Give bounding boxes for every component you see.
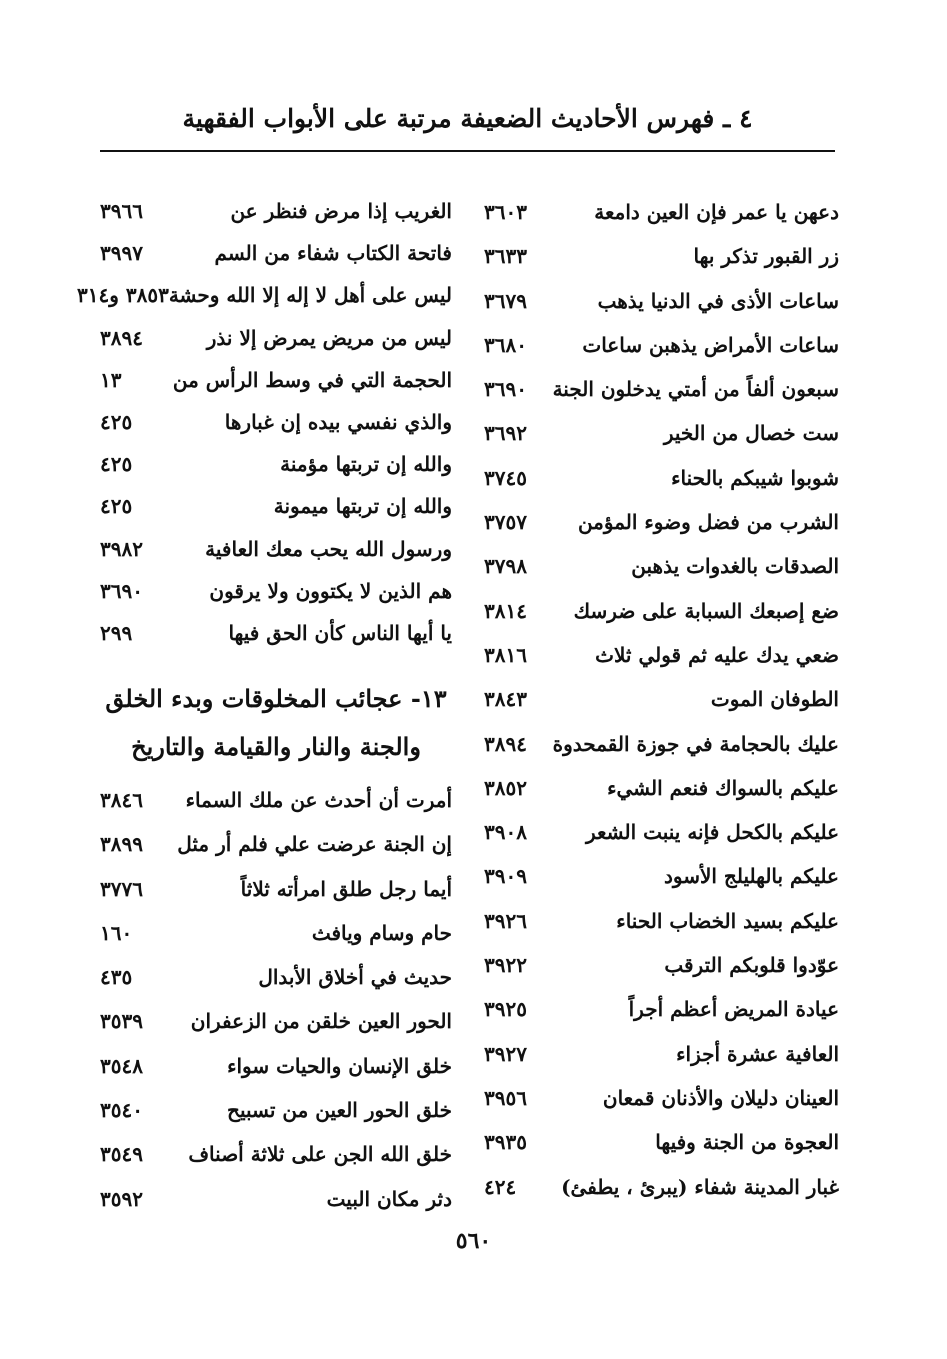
index-entry-number: ٣٨٩٤ [100, 325, 143, 350]
index-entry-text: ست خصال من الخير [663, 421, 839, 446]
index-entry-number: ٣٧٧٦ [100, 876, 143, 901]
index-entry-number: ٣٥٤٨ [100, 1053, 143, 1078]
index-entry-text: ليس على أهل لا إله إلا الله وحشة [168, 283, 452, 308]
index-entry-text: والذي نفسي بيده إن غبارها [224, 409, 452, 434]
index-entry-number: ٤٢٤ [484, 1174, 517, 1199]
index-entry [484, 810, 839, 854]
index-entry-text: الشرب من فضل وضوء المؤمن [577, 510, 839, 535]
index-entry [484, 899, 839, 943]
index-entry-number: ٣٩٩٧ [100, 241, 143, 266]
index-entry-text: هم الذين لا يكتوون ولا يرقون [209, 578, 452, 603]
index-entry-number: ٣٦٨٠ [484, 332, 527, 357]
index-entry-number: ٣٦٩٠ [484, 377, 527, 402]
index-entry-text: فاتحة الكتاب شفاء من السم [214, 241, 452, 266]
index-entry [100, 999, 452, 1043]
index-entry [100, 1177, 452, 1221]
index-entry-number: ٣٦٠٣ [484, 200, 527, 224]
index-entry-text: زر القبور تذكر بها [693, 244, 839, 269]
index-entry-text: عليكم بسيد الخضاب الحناء [616, 908, 839, 933]
index-entry [484, 544, 839, 588]
index-entry-text: خلق الحور العين من تسبيح [227, 1098, 452, 1123]
index-entry-text: حديث في أخلاق الأبدال [258, 965, 452, 990]
index-entry [100, 1044, 452, 1088]
index-entry [100, 778, 452, 822]
section-heading-line2: والجنة والنار والقيامة والتاريخ [131, 732, 421, 761]
index-entry [100, 1088, 452, 1132]
index-entry-text: ساعات الأذى في الدنيا يذهب [597, 288, 839, 313]
index-entry-text: عوّدوا قلوبكم الترقب [664, 953, 839, 978]
index-entry [100, 443, 452, 485]
index-entry-number: ٣٦٣٣ [484, 244, 527, 269]
index-entry-text: عيادة المريض أعظم أجراً [628, 997, 839, 1022]
index-entry-text: خلق الله الجن على ثلاثة أصناف [188, 1142, 452, 1167]
index-entry [100, 911, 452, 955]
index-entry-number: ٣٩٢٥ [484, 997, 527, 1022]
index-entry [484, 633, 839, 677]
index-entry [484, 943, 839, 987]
index-entry-number: ٤٢٥ [100, 494, 133, 519]
index-entry [484, 1120, 839, 1164]
index-entry-text: العينان دليلان والأذنان قمعان [602, 1085, 839, 1110]
index-entry [484, 766, 839, 810]
index-entry [100, 317, 452, 359]
index-entry-text: ورسول الله يحب معك العافية [205, 536, 452, 561]
index-entry-number: ٣٨١٦ [484, 642, 527, 667]
page-number: ٥٦٠ [455, 1228, 492, 1254]
index-entry-number: ٣٩٢٢ [484, 953, 527, 978]
header-rule [100, 150, 835, 152]
index-entry-text: الغريب إذا مرض فنظر عن [230, 199, 452, 223]
index-entry-number: ٣٨٥٢ [484, 775, 527, 800]
index-entry-text: أيما رجل طلق امرأته ثلاثاً [240, 876, 452, 901]
index-entry-text: يا أيها الناس كأن الحق فيها [228, 620, 452, 645]
index-entry [484, 854, 839, 898]
right-index-column [484, 190, 839, 1209]
index-entry-number: ٣٦٧٩ [484, 288, 527, 313]
index-entry-number: ٤٣٥ [100, 965, 133, 990]
index-entry [484, 234, 839, 278]
index-entry-number: ٣٩٠٩ [484, 864, 527, 889]
index-entry-text: عليكم بالكحل فإنه ينبت الشعر [585, 820, 839, 845]
page-header-title: ٤ ـ فهرس الأحاديث الضعيفة مرتبة على الأبواب الفقهية [182, 104, 753, 133]
index-entry-text: خلق الإنسان والحيات سواء [227, 1053, 452, 1078]
index-entry-text: عليكم بالسواك فنعم الشيء [607, 775, 839, 800]
index-entry-text: شوبوا شيبكم بالحناء [671, 465, 839, 490]
index-entry [77, 274, 452, 316]
index-entry [100, 822, 452, 866]
index-entry [100, 485, 452, 527]
left-index-column-top [77, 190, 452, 654]
index-entry-number: ٣٦٩٠ [100, 578, 143, 603]
index-entry-text: العجوة من الجنة وفيها [655, 1130, 839, 1155]
index-entry-text: حام وسام ويافث [311, 920, 452, 945]
index-entry-number: ٣٦٩٢ [484, 421, 527, 446]
index-entry [100, 232, 452, 274]
index-entry-number: ٣٩٨٢ [100, 536, 143, 561]
index-entry-text: والله إن تربتها مؤمنة [280, 452, 452, 477]
index-entry [100, 570, 452, 612]
index-entry [484, 500, 839, 544]
index-entry-text: الصدقات بالغدوات يذهبن [631, 554, 839, 579]
index-entry-number: ٤٢٥ [100, 409, 133, 434]
index-entry-text: الطوفان الموت [710, 687, 839, 712]
index-entry [484, 411, 839, 455]
index-entry-text: دثر مكان البيت [326, 1186, 452, 1211]
index-entry [484, 367, 839, 411]
index-entry-number: ٣٨٩٤ [484, 731, 527, 756]
index-entry-text: العافية عشرة أجزاء [676, 1041, 839, 1066]
index-entry-number: ٣٨١٤ [484, 598, 527, 623]
index-entry [484, 323, 839, 367]
index-entry-number: ٣٨٤٣ [484, 687, 527, 712]
section-heading [100, 675, 452, 771]
index-entry-number: ٢٩٩ [100, 620, 133, 645]
index-entry-number: ٣٧٤٥ [484, 465, 527, 490]
index-entry-number: ٣٥٣٩ [100, 1009, 143, 1034]
index-entry [484, 677, 839, 721]
index-entry [484, 589, 839, 633]
index-entry-number: ٣٥٩٢ [100, 1186, 143, 1211]
index-entry-text: ليس من مريض يمرض إلا نذر [206, 325, 452, 350]
index-entry-text: أمرت أن أحدث عن ملك السماء [185, 788, 452, 812]
index-entry-number: ٣٩٠٨ [484, 820, 527, 845]
index-entry-number: ٣٨٩٩ [100, 832, 143, 857]
index-entry-number: ١٣ [100, 367, 122, 392]
index-entry-number: ١٦٠ [100, 920, 133, 945]
index-entry-text: الحجمة التي في وسط الرأس من [172, 367, 452, 392]
index-entry [100, 528, 452, 570]
index-entry [484, 722, 839, 766]
index-entry [484, 987, 839, 1031]
index-entry-number: ٣٨٤٦ [100, 788, 143, 812]
index-entry [100, 1132, 452, 1176]
index-entry-text: ساعات الأمراض يذهبن ساعات [582, 332, 839, 357]
index-entry-text: ضع إصبعك السبابة على ضرسك [573, 598, 839, 623]
index-entry [100, 401, 452, 443]
index-entry-text: عليكم بالهليلج الأسود [664, 864, 839, 889]
index-entry-number: ٣٧٥٧ [484, 510, 527, 535]
index-entry-text: إن الجنة عرضت علي فلم أر مثل [177, 832, 452, 857]
index-entry-text: غبار المدينة شفاء (يبرئ ، يطفئ) [561, 1174, 839, 1199]
index-entry [100, 359, 452, 401]
index-entry-number: ٣٩٦٦ [100, 199, 143, 223]
index-entry [484, 1165, 839, 1209]
index-entry-number: ٣٨٥٣ و٣١٤ [77, 283, 169, 308]
index-entry [100, 867, 452, 911]
index-entry [100, 190, 452, 232]
index-entry-number: ٤٢٥ [100, 452, 133, 477]
index-entry-number: ٣٩٢٦ [484, 908, 527, 933]
index-entry-text: الحور العين خلقن من الزعفران [190, 1009, 452, 1034]
index-entry [484, 456, 839, 500]
index-entry-text: والله إن تربتها ميمونة [273, 494, 452, 519]
index-entry-number: ٣٩٢٧ [484, 1041, 527, 1066]
index-entry [484, 1076, 839, 1120]
index-entry-text: دعهن يا عمر فإن العين دامعة [594, 200, 839, 224]
index-entry [484, 190, 839, 234]
index-entry-text: عليك بالحجامة في جوزة القمحدوة [552, 731, 839, 756]
index-entry-number: ٣٧٩٨ [484, 554, 527, 579]
index-entry-text: سبعون ألفاً من أمتي يدخلون الجنة [552, 377, 839, 402]
index-entry-number: ٣٥٤٩ [100, 1142, 143, 1167]
index-entry [100, 955, 452, 999]
index-entry [484, 1032, 839, 1076]
index-entry-number: ٣٥٤٠ [100, 1098, 143, 1123]
index-entry-number: ٣٩٣٥ [484, 1130, 527, 1155]
index-entry-text: ضعي يدك عليه ثم قولي ثلاث [595, 642, 839, 667]
index-entry-number: ٣٩٥٦ [484, 1085, 527, 1110]
index-entry [484, 279, 839, 323]
left-index-column-bottom [100, 778, 452, 1221]
section-heading-line1: ١٣- عجائب المخلوقات وبدء الخلق [105, 684, 447, 713]
index-entry [100, 612, 452, 654]
